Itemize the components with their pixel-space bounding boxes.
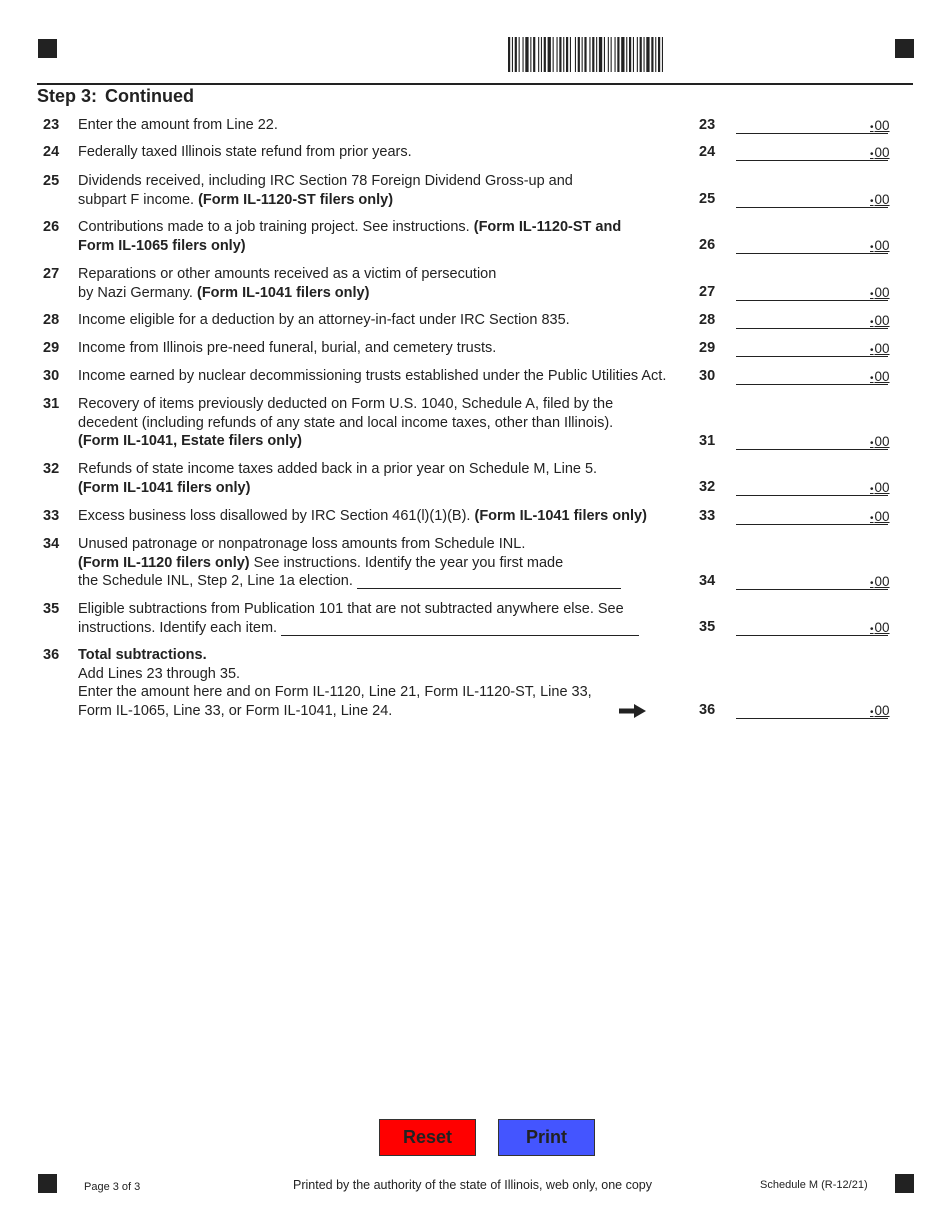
right-line-number: 23 bbox=[699, 117, 716, 133]
line-description bbox=[78, 535, 688, 591]
description-text: (Form IL-1120-ST filers only) bbox=[198, 191, 394, 208]
description-text: Unused patronage or nonpatronage loss amounts from Schedule INL. bbox=[78, 536, 526, 552]
line-number: 23 bbox=[43, 117, 60, 133]
cents-label: • 00 bbox=[870, 144, 890, 165]
line-36 bbox=[37, 646, 917, 726]
line-number: 31 bbox=[43, 396, 60, 412]
cents-label: • 00 bbox=[870, 479, 890, 500]
header-rule bbox=[37, 83, 913, 85]
page-number: Page 3 of 3 bbox=[84, 1181, 141, 1193]
description-text: Refunds of state income taxes added back in a prior year on Schedule M, Line 5. bbox=[78, 461, 598, 477]
description-text: (Form IL-1041, Estate filers only) bbox=[78, 433, 303, 449]
line-24-amount-input[interactable] bbox=[736, 143, 888, 161]
line-number: 27 bbox=[43, 266, 60, 282]
description-text: (Form IL-1041 filers only) bbox=[197, 284, 370, 301]
description-text: Contributions made to a job training project. See instructions. bbox=[78, 219, 474, 235]
right-line-number: 29 bbox=[699, 340, 716, 356]
right-arrow-icon bbox=[619, 704, 647, 718]
description-text: Form IL-1065, Line 33, or Form IL-1041, Line 24. bbox=[78, 702, 393, 719]
line-23-amount-input[interactable] bbox=[736, 116, 888, 134]
description-text: Recovery of items previously deducted on Form U.S. 1040, Schedule A, filed by the bbox=[78, 396, 614, 412]
description-text: instructions. Identify each item. bbox=[78, 619, 282, 636]
form-id: Schedule M (R-12/21) bbox=[760, 1179, 868, 1191]
description-text: (Form IL-1120-ST and bbox=[473, 219, 622, 235]
cents-label: • 00 bbox=[870, 340, 890, 361]
line-34-identify-input[interactable] bbox=[357, 574, 621, 589]
cents-label: • 00 bbox=[870, 433, 890, 454]
line-34-amount-input[interactable] bbox=[736, 572, 888, 590]
right-line-number: 36 bbox=[699, 702, 716, 718]
authority-notice: Printed by the authority of the state of Illinois, web only, one copy bbox=[293, 1178, 653, 1192]
line-35-amount-input[interactable] bbox=[736, 618, 888, 636]
right-line-number: 26 bbox=[699, 237, 716, 253]
right-line-number: 27 bbox=[699, 284, 716, 300]
line-description bbox=[78, 367, 688, 386]
line-number: 29 bbox=[43, 340, 60, 356]
cents-label: • 00 bbox=[870, 117, 890, 138]
line-number: 26 bbox=[43, 219, 60, 235]
line-description bbox=[78, 172, 688, 209]
line-description bbox=[78, 311, 688, 330]
description-text: (Form IL-1041 filers only) bbox=[474, 508, 647, 524]
line-number: 36 bbox=[43, 647, 60, 663]
line-29-amount-input[interactable] bbox=[736, 339, 888, 357]
right-line-number: 24 bbox=[699, 144, 716, 160]
cents-label: • 00 bbox=[870, 702, 890, 723]
right-line-number: 30 bbox=[699, 368, 716, 384]
step-label: Step 3: bbox=[37, 86, 98, 106]
cents-label: • 00 bbox=[870, 191, 890, 212]
right-line-number: 33 bbox=[699, 508, 716, 524]
registration-mark-bottom-left bbox=[38, 1174, 57, 1193]
right-line-number: 32 bbox=[699, 479, 716, 495]
line-36-amount-input[interactable] bbox=[736, 701, 888, 719]
cents-label: • 00 bbox=[870, 237, 890, 258]
line-description bbox=[78, 265, 688, 302]
line-description bbox=[78, 395, 688, 451]
description-text: decedent (including refunds of any state and local income taxes, other than Illinois). bbox=[78, 414, 614, 431]
registration-mark-top-left bbox=[38, 39, 57, 58]
line-description bbox=[78, 339, 688, 358]
line-description bbox=[78, 143, 688, 162]
description-text: Eligible subtractions from Publication 101 that are not subtracted anywhere else. See bbox=[78, 601, 624, 617]
right-line-number: 35 bbox=[699, 619, 716, 635]
line-number: 25 bbox=[43, 173, 60, 189]
cents-label: • 00 bbox=[870, 573, 890, 594]
line-number: 28 bbox=[43, 312, 60, 328]
description-text: Income eligible for a deduction by an attorney-in-fact under IRC Section 835. bbox=[78, 312, 570, 328]
step-heading bbox=[37, 86, 202, 107]
description-text: by Nazi Germany. bbox=[78, 284, 197, 301]
line-26-amount-input[interactable] bbox=[736, 236, 888, 254]
step-title: Continued bbox=[105, 86, 194, 106]
line-number: 35 bbox=[43, 601, 60, 617]
description-text: Federally taxed Illinois state refund from prior years. bbox=[78, 144, 412, 160]
line-description bbox=[78, 507, 688, 526]
registration-mark-top-right bbox=[895, 39, 914, 58]
right-line-number: 34 bbox=[699, 573, 716, 589]
line-description bbox=[78, 600, 688, 637]
description-text: (Form IL-1120 filers only) bbox=[78, 554, 250, 571]
description-text: Total subtractions. bbox=[78, 647, 207, 663]
line-number: 30 bbox=[43, 368, 60, 384]
line-description bbox=[78, 460, 688, 497]
line-number: 24 bbox=[43, 144, 60, 160]
line-35-identify-input[interactable] bbox=[281, 621, 639, 636]
barcode-icon bbox=[508, 37, 704, 72]
description-text: (Form IL-1041 filers only) bbox=[78, 479, 251, 496]
description-text: Income earned by nuclear decommissioning trusts established under the Public Utilities Act. bbox=[78, 368, 667, 384]
right-line-number: 31 bbox=[699, 433, 716, 449]
line-28-amount-input[interactable] bbox=[736, 311, 888, 329]
cents-label: • 00 bbox=[870, 284, 890, 305]
reset-button[interactable]: Reset bbox=[379, 1119, 476, 1156]
description-text: Add Lines 23 through 35. bbox=[78, 665, 241, 682]
description-text: Income from Illinois pre-need funeral, burial, and cemetery trusts. bbox=[78, 340, 497, 356]
description-text: Form IL-1065 filers only) bbox=[78, 237, 246, 254]
description-text: Enter the amount from Line 22. bbox=[78, 117, 278, 133]
cents-label: • 00 bbox=[870, 619, 890, 640]
line-number: 33 bbox=[43, 508, 60, 524]
line-description bbox=[78, 116, 688, 135]
line-number: 32 bbox=[43, 461, 60, 477]
description-text: Enter the amount here and on Form IL-1120, Line 21, Form IL-1120-ST, Line 33, bbox=[78, 684, 592, 700]
description-text: Reparations or other amounts received as a victim of persecution bbox=[78, 266, 497, 282]
cents-label: • 00 bbox=[870, 368, 890, 389]
line-description bbox=[78, 646, 688, 720]
registration-mark-bottom-right bbox=[895, 1174, 914, 1193]
right-line-number: 28 bbox=[699, 312, 716, 328]
line-description bbox=[78, 218, 688, 255]
print-button[interactable]: Print bbox=[498, 1119, 595, 1156]
line-25-amount-input[interactable] bbox=[736, 190, 888, 208]
cents-label: • 00 bbox=[870, 508, 890, 529]
line-31-amount-input[interactable] bbox=[736, 432, 888, 450]
line-27-amount-input[interactable] bbox=[736, 283, 888, 301]
line-33-amount-input[interactable] bbox=[736, 507, 888, 525]
description-text: Excess business loss disallowed by IRC Section 461(l)(1)(B). bbox=[78, 508, 475, 524]
line-30-amount-input[interactable] bbox=[736, 367, 888, 385]
description-text: the Schedule INL, Step 2, Line 1a election. bbox=[78, 573, 357, 589]
line-32-amount-input[interactable] bbox=[736, 478, 888, 496]
right-line-number: 25 bbox=[699, 191, 716, 207]
description-text: subpart F income. bbox=[78, 191, 199, 208]
cents-label: • 00 bbox=[870, 312, 890, 333]
line-number: 34 bbox=[43, 536, 60, 552]
description-text: See instructions. Identify the year you first made bbox=[249, 554, 564, 571]
description-text: Dividends received, including IRC Section 78 Foreign Dividend Gross-up and bbox=[78, 173, 573, 189]
